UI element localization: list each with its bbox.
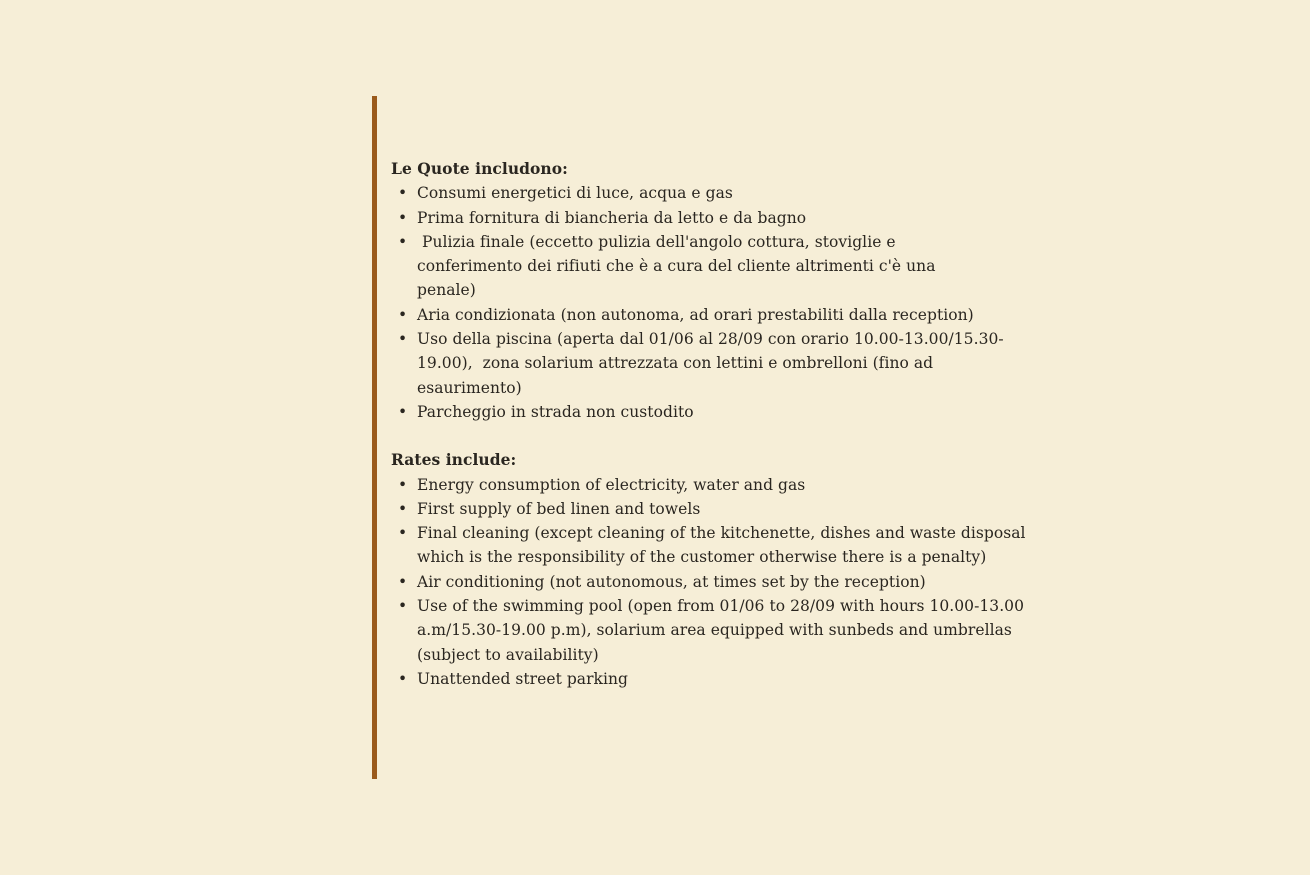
list-item [391, 230, 1031, 303]
list-item [391, 521, 1031, 570]
list-item-text: First supply of bed linen and towels [417, 499, 701, 518]
bullet-icon: • [398, 402, 408, 421]
bullet-icon: • [398, 305, 408, 324]
section-title-english: Rates include: [391, 450, 517, 470]
bullet-icon: • [398, 572, 408, 591]
list-item-text: Aria condizionata (non autonoma, ad orari prestabiliti dalla reception) [417, 305, 974, 324]
list-item [391, 181, 1031, 205]
list-item-text: Use of the swimming pool (open from 01/06 to 28/09 with hours 10.00-13.00 a.m/15.30-19.00 p.m), solarium area equipped with sunbeds and umbrellas (subject to availability) [417, 597, 1025, 664]
list-item [391, 400, 1031, 424]
list-item-text: Energy consumption of electricity, water and gas [417, 475, 806, 494]
list-item [391, 473, 1031, 497]
section-italian [391, 157, 1031, 424]
list-item [391, 327, 1031, 400]
list-item-text: Parcheggio in strada non custodito [417, 402, 694, 421]
bullet-icon: • [398, 597, 408, 616]
list-item [391, 594, 1031, 667]
bullet-icon: • [398, 499, 408, 518]
list-item-text: Prima fornitura di biancheria da letto e da bagno [417, 208, 807, 227]
list-item [391, 497, 1031, 521]
bullet-icon: • [398, 232, 408, 251]
list-item [391, 303, 1031, 327]
rates-content [391, 157, 1031, 691]
section-english [391, 448, 1031, 691]
list-item [391, 570, 1031, 594]
bullet-icon: • [398, 184, 408, 203]
bullet-icon: • [398, 669, 408, 688]
list-item-text: Consumi energetici di luce, acqua e gas [417, 184, 733, 203]
bullet-icon: • [398, 524, 408, 543]
list-item [391, 206, 1031, 230]
list-italian [391, 181, 1031, 424]
accent-bar [372, 96, 377, 779]
list-item-text: Pulizia finale (eccetto pulizia dell'angolo cottura, stoviglie e conferimento dei rifiuti che è a cura del cliente altrimenti c'è una penale) [417, 232, 941, 300]
list-item-text: Uso della piscina (aperta dal 01/06 al 28/09 con orario 10.00-13.00/15.30-19.00), zona solarium attrezzata con lettini e ombrelloni (fino ad esaurimento) [417, 330, 1004, 397]
list-english [391, 473, 1031, 692]
list-item-text: Final cleaning (except cleaning of the kitchenette, dishes and waste disposal which is the responsibility of the customer otherwise there is a penalty) [417, 524, 1026, 567]
list-item [391, 667, 1031, 691]
bullet-icon: • [398, 208, 408, 227]
list-item-text: Air conditioning (not autonomous, at times set by the reception) [417, 572, 926, 591]
bullet-icon: • [398, 475, 408, 494]
section-title-italian: Le Quote includono: [391, 159, 568, 178]
bullet-icon: • [398, 330, 408, 349]
list-item-text: Unattended street parking [417, 669, 629, 688]
